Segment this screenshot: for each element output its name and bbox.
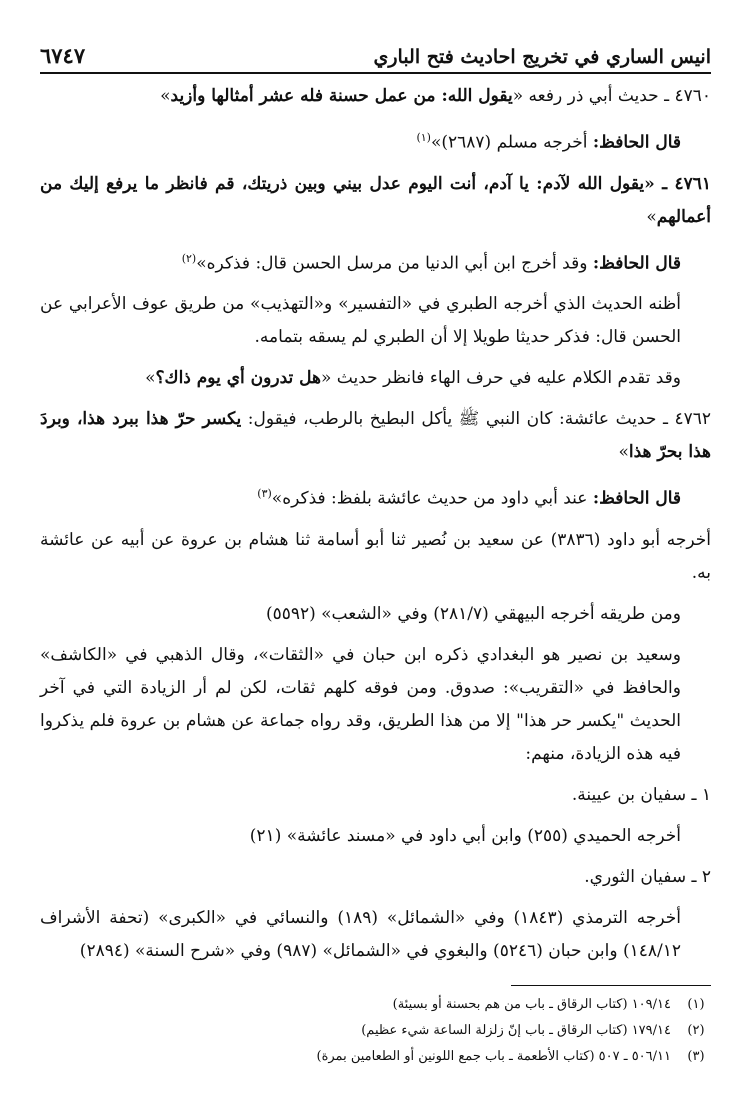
- text-segment: ٤٧٦٢ ـ حديث عائشة: كان النبي ﷺ يأكل البطيخ بالرطب، فيقول:: [241, 409, 712, 430]
- text-segment: »: [618, 442, 629, 463]
- text-segment: قال الحافظ:: [592, 132, 681, 153]
- text-segment: هل تدرون أي يوم ذاك؟: [155, 368, 321, 389]
- page-header: [40, 30, 711, 74]
- paragraph: [40, 121, 711, 160]
- running-title: انيس الساري في تخريج احاديث فتح الباري: [373, 46, 711, 68]
- footnote-separator: [511, 985, 711, 986]
- text-segment: أخرجه الحميدي (٢٥٥) وابن أبي داود في «مسند عائشة» (٢١): [249, 825, 681, 846]
- footnote-text: ١٧٩/١٤ (كتاب الرقاق ـ باب إنّ زلزلة الساعة شيء عظيم): [361, 1023, 671, 1038]
- footnote-number: (٢): [687, 1023, 705, 1038]
- footnote-text: ١٠٩/١٤ (كتاب الرقاق ـ باب من هم بحسنة أو بسيئة): [392, 997, 671, 1012]
- footnote-ref: (١): [416, 131, 431, 144]
- footnote-number: (٣): [687, 1049, 705, 1064]
- text-segment: أخرجه أبو داود (٣٨٣٦) عن سعيد بن نُصير ثنا أبو أسامة ثنا هشام بن عروة عن أبيه عن عائشة به.: [40, 529, 712, 583]
- text-segment: وقد أخرج ابن أبي الدنيا من مرسل الحسن قال: فذكره»: [196, 253, 593, 274]
- text-segment: يقول الله لآدم: يا آدم، أنت اليوم عدل بيني وبين ذريتك، قم فانظر ما يرفع إليك من أعمالهم: [40, 173, 711, 227]
- text-segment: عند أبي داود من حديث عائشة بلفظ: فذكره»: [271, 488, 593, 509]
- text-segment: يقول الله: من عمل حسنة فله عشر أمثالها وأزيد: [170, 86, 513, 106]
- text-segment: قال الحافظ:: [592, 253, 681, 274]
- text-segment: قال الحافظ:: [592, 488, 681, 509]
- text-segment: وقد تقدم الكلام عليه في حرف الهاء فانظر حديث «: [321, 368, 681, 389]
- text-segment: »: [160, 86, 171, 106]
- paragraph: [40, 477, 711, 516]
- text-segment: أخرجه مسلم (٢٦٨٧)»: [430, 132, 593, 153]
- paragraph: [40, 242, 711, 281]
- text-segment: وسعيد بن نصير هو البغدادي ذكره ابن حبان في «الثقات»، وقال الذهبي في «الكاشف» والحافظ في «التقريب»: صدوق. ومن فوقه كلهم ثقات، لكن لم أر الزيادة التي في آخر الحديث "يكسر حر هذا" إلا من هذا الطريق، وقد رواه جماعة عن هشام بن عروة فلم يذكروا فيه هذه الزيادة، منهم:: [40, 644, 681, 764]
- paragraph: [40, 639, 711, 771]
- text-segment: ٤٧٦١ ـ «: [644, 173, 711, 194]
- footnote-text: ٥٠٦/١١ ـ ٥٠٧ (كتاب الأطعمة ـ باب جمع اللونين أو الطعامين بمرة): [316, 1049, 671, 1064]
- page-number: ٦٧٤٧: [40, 43, 86, 68]
- footnote: [40, 1018, 711, 1044]
- paragraph: [40, 524, 711, 590]
- paragraph: [40, 403, 711, 469]
- paragraph: [40, 902, 711, 968]
- paragraph: [40, 168, 711, 234]
- paragraph: [40, 779, 711, 812]
- text-segment: أظنه الحديث الذي أخرجه الطبري في «التفسير» و«التهذيب» من طريق عوف الأعرابي عن الحسن قال: فذكر حديثا طويلا إلا أن الطبري لم يسقه بتمامه.: [40, 294, 681, 348]
- footnote: [40, 992, 711, 1018]
- paragraph: [40, 362, 711, 395]
- footnotes: [40, 992, 711, 1070]
- footnote-number: (١): [687, 997, 705, 1012]
- text-segment: أخرجه الترمذي (١٨٤٣) وفي «الشمائل» (١٨٩) والنسائي في «الكبرى» (تحفة الأشراف ١٤٨/١٢) وابن حبان (٥٢٤٦) والبغوي في «الشمائل» (٩٨٧) وفي «شرح السنة» (٢٨٩٤): [40, 907, 681, 961]
- paragraph: [40, 820, 711, 853]
- text-segment: ومن طريقه أخرجه البيهقي (٢٨١/٧) وفي «الشعب» (٥٥٩٢): [265, 603, 681, 624]
- paragraph: [40, 598, 711, 631]
- footnote-ref: (٢): [181, 251, 197, 265]
- paragraph: [40, 288, 711, 354]
- main-text: [40, 80, 711, 976]
- text-segment: »: [646, 206, 657, 227]
- paragraph: [40, 80, 711, 113]
- footnote-ref: (٣): [257, 487, 272, 501]
- text-segment: ٢ ـ سفيان الثوري.: [584, 866, 711, 887]
- text-segment: يكسر حرّ هذا ببرد هذا، وبردَ هذا بحرّ هذا: [40, 409, 711, 463]
- text-segment: »: [145, 368, 156, 389]
- paragraph: [40, 861, 711, 894]
- text-segment: ٤٧٦٠ ـ حديث أبي ذر رفعه «: [512, 86, 711, 106]
- footnote: [40, 1044, 711, 1070]
- text-segment: ١ ـ سفيان بن عيينة.: [571, 784, 711, 805]
